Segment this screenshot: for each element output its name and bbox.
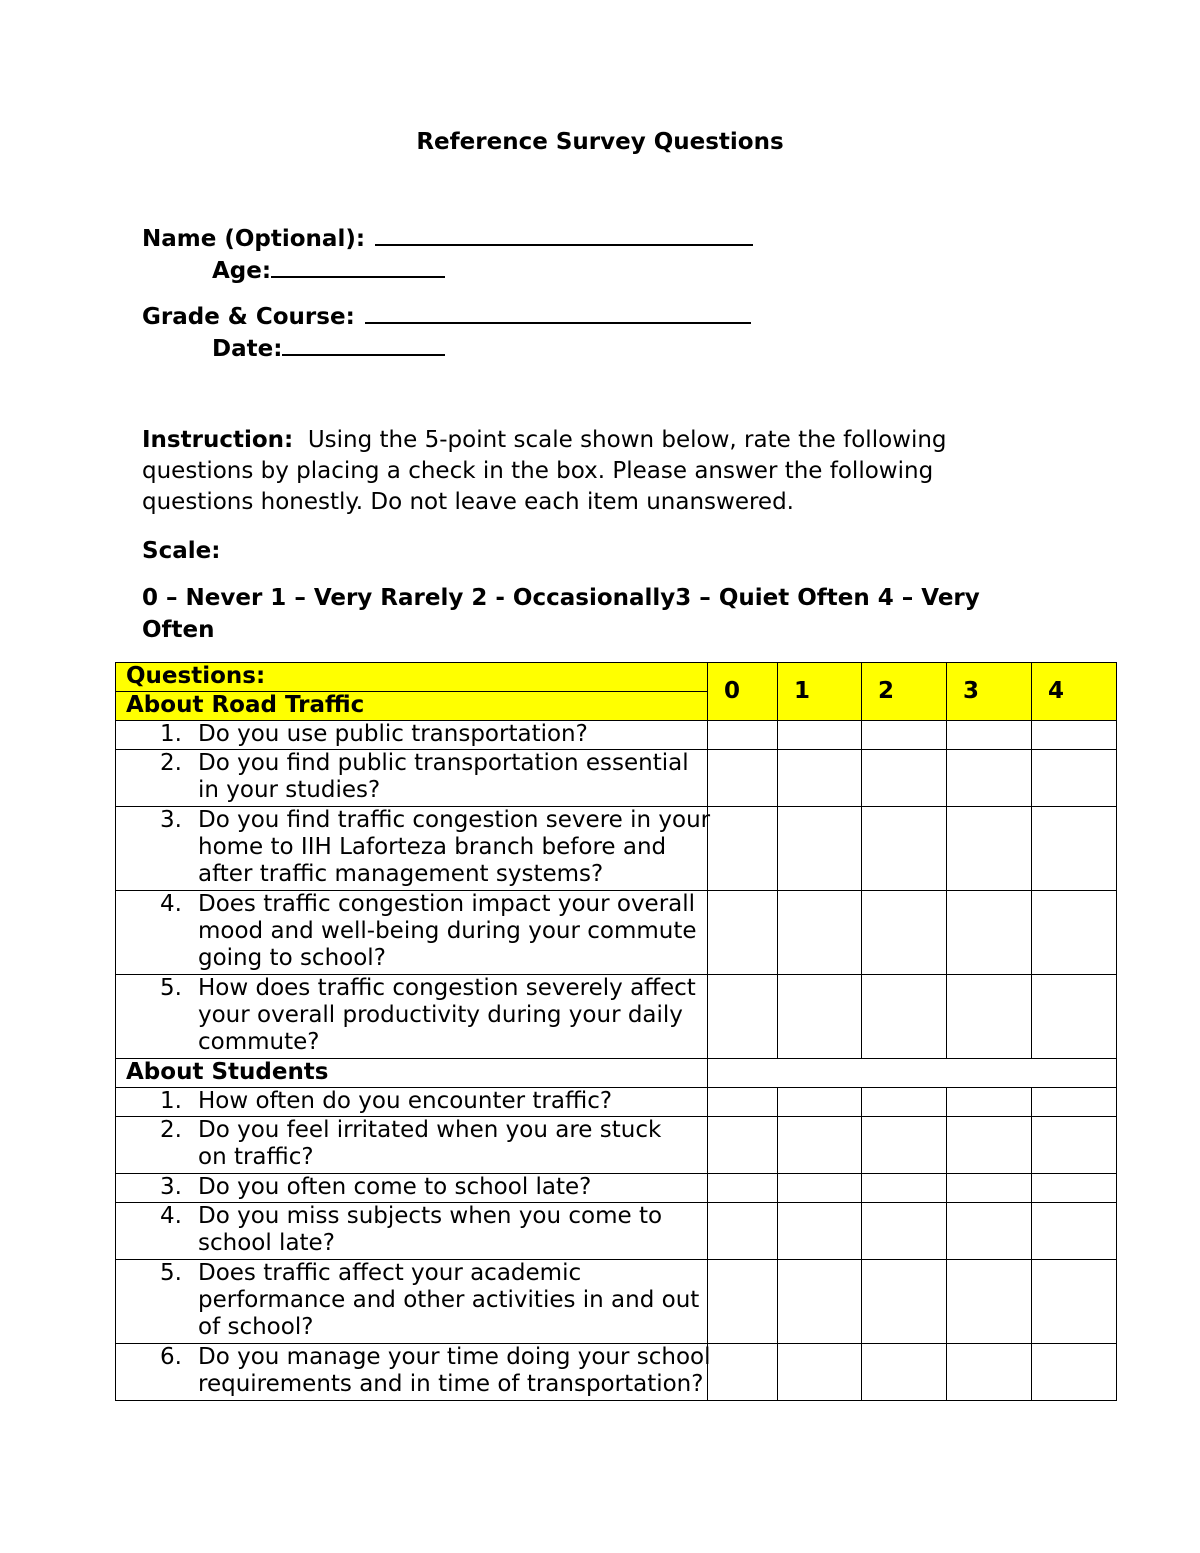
rating-checkbox-2[interactable]: [862, 891, 947, 975]
rating-checkbox-2[interactable]: [862, 1088, 947, 1117]
grade-course-field: [142, 298, 751, 333]
instruction-label: Instruction:: [142, 427, 294, 453]
rating-checkbox-0[interactable]: [708, 1260, 778, 1344]
question-text-line: Do you miss subjects when you come to: [198, 1203, 663, 1229]
question-text-line: Do you feel irritated when you are stuck: [198, 1117, 662, 1143]
question-number: 3.: [160, 807, 182, 833]
rating-checkbox-3[interactable]: [947, 975, 1032, 1059]
date-field: [212, 330, 445, 365]
scale-label: Scale:: [142, 538, 221, 564]
question-text-line: Do you use public transportation?: [198, 721, 588, 747]
question-cell: [116, 721, 708, 750]
question-number: 3.: [160, 1174, 182, 1200]
question-text-line: going to school?: [198, 945, 386, 971]
name-field: [142, 220, 753, 255]
question-cell: [116, 1260, 708, 1344]
rating-checkbox-4[interactable]: [1032, 807, 1117, 891]
rating-checkbox-1[interactable]: [778, 1203, 862, 1260]
survey-table: [115, 662, 1117, 1401]
rating-checkbox-3[interactable]: [947, 1174, 1032, 1203]
question-text-line: Does traffic congestion impact your overall: [198, 891, 696, 917]
section-title: About Road Traffic: [116, 692, 708, 721]
question-cell: [116, 1088, 708, 1117]
question-number: 1.: [160, 721, 182, 747]
question-row: [116, 891, 1117, 975]
rating-checkbox-2[interactable]: [862, 1203, 947, 1260]
instruction-paragraph: [142, 425, 1042, 518]
question-cell: [116, 975, 708, 1059]
document-title: Reference Survey Questions: [416, 129, 784, 155]
scale-text: 0 – Never 1 – Very Rarely 2 - Occasionally3 – Quiet Often 4 – Very Often: [142, 585, 980, 643]
rating-checkbox-4[interactable]: [1032, 1260, 1117, 1344]
question-text-line: after traffic management systems?: [198, 861, 604, 887]
age-field: [212, 252, 445, 287]
age-blank[interactable]: [271, 252, 445, 278]
question-row: [116, 721, 1117, 750]
rating-checkbox-3[interactable]: [947, 807, 1032, 891]
rating-checkbox-0[interactable]: [708, 750, 778, 807]
question-row: [116, 975, 1117, 1059]
rating-checkbox-1[interactable]: [778, 721, 862, 750]
rating-checkbox-1[interactable]: [778, 1088, 862, 1117]
rating-checkbox-0[interactable]: [708, 1088, 778, 1117]
question-number: 4.: [160, 891, 182, 917]
rating-checkbox-0[interactable]: [708, 1344, 778, 1401]
rating-checkbox-4[interactable]: [1032, 750, 1117, 807]
question-row: [116, 1203, 1117, 1260]
scale-column-header-1: 1: [778, 663, 862, 721]
grade-course-blank[interactable]: [365, 298, 751, 324]
question-text-line: in your studies?: [198, 777, 381, 803]
rating-checkbox-0[interactable]: [708, 807, 778, 891]
scale-column-header-0: 0: [708, 663, 778, 721]
question-number: 6.: [160, 1344, 182, 1370]
scale-column-header-2: 2: [862, 663, 947, 721]
question-text-line: home to IIH Laforteza branch before and: [198, 834, 667, 860]
rating-checkbox-2[interactable]: [862, 1344, 947, 1401]
question-text-line: on traffic?: [198, 1144, 314, 1170]
rating-checkbox-3[interactable]: [947, 721, 1032, 750]
rating-checkbox-3[interactable]: [947, 750, 1032, 807]
rating-checkbox-1[interactable]: [778, 1174, 862, 1203]
name-blank[interactable]: [375, 220, 753, 246]
rating-checkbox-1[interactable]: [778, 1260, 862, 1344]
question-text-line: mood and well-being during your commute: [198, 918, 697, 944]
question-row: [116, 1260, 1117, 1344]
rating-checkbox-4[interactable]: [1032, 975, 1117, 1059]
question-text-line: Do you find traffic congestion severe in your: [198, 807, 711, 833]
rating-checkbox-4[interactable]: [1032, 721, 1117, 750]
question-text-line: Do you find public transportation essential: [198, 750, 689, 776]
rating-checkbox-2[interactable]: [862, 975, 947, 1059]
rating-checkbox-1[interactable]: [778, 1117, 862, 1174]
rating-checkbox-1[interactable]: [778, 975, 862, 1059]
question-number: 2.: [160, 750, 182, 776]
rating-checkbox-2[interactable]: [862, 750, 947, 807]
section-row: [116, 1059, 1117, 1088]
questions-header: Questions:: [116, 663, 708, 692]
rating-checkbox-0[interactable]: [708, 1174, 778, 1203]
question-cell: [116, 891, 708, 975]
question-text-line: Does traffic affect your academic: [198, 1260, 582, 1286]
question-row: [116, 1174, 1117, 1203]
question-cell: [116, 1203, 708, 1260]
question-cell: [116, 807, 711, 891]
section-title: About Students: [116, 1059, 708, 1088]
question-row: [116, 1344, 1117, 1401]
date-blank[interactable]: [282, 330, 445, 356]
rating-checkbox-3[interactable]: [947, 1088, 1032, 1117]
question-number: 5.: [160, 1260, 182, 1286]
rating-checkbox-4[interactable]: [1032, 1088, 1117, 1117]
question-text-line: How does traffic congestion severely affect: [198, 975, 696, 1001]
rating-checkbox-0[interactable]: [708, 975, 778, 1059]
name-label: Name (Optional):: [142, 226, 366, 252]
question-number: 4.: [160, 1203, 182, 1229]
rating-checkbox-4[interactable]: [1032, 1203, 1117, 1260]
question-text-line: Do you often come to school late?: [198, 1174, 592, 1200]
rating-checkbox-0[interactable]: [708, 721, 778, 750]
scale-column-header-3: 3: [947, 663, 1032, 721]
rating-checkbox-2[interactable]: [862, 1174, 947, 1203]
rating-checkbox-3[interactable]: [947, 1344, 1032, 1401]
question-text-line: requirements and in time of transportation?: [198, 1371, 704, 1397]
question-text-line: of school?: [198, 1314, 314, 1340]
question-text-line: Do you manage your time doing your school: [198, 1344, 711, 1370]
age-label: Age:: [212, 258, 272, 284]
rating-checkbox-4[interactable]: [1032, 1174, 1117, 1203]
instruction-text: Using the 5-point scale shown below, rate the following questions by placing a check in the box. Please answer the following questions honestly. Do not leave each item unanswered.: [142, 427, 947, 515]
rating-checkbox-2[interactable]: [862, 1117, 947, 1174]
rating-checkbox-3[interactable]: [947, 1260, 1032, 1344]
rating-checkbox-1[interactable]: [778, 891, 862, 975]
rating-checkbox-4[interactable]: [1032, 1117, 1117, 1174]
date-label: Date:: [212, 336, 283, 362]
question-text-line: performance and other activities in and out: [198, 1287, 700, 1313]
question-row: [116, 1117, 1117, 1174]
rating-checkbox-1[interactable]: [778, 750, 862, 807]
question-text-line: commute?: [198, 1029, 320, 1055]
rating-checkbox-4[interactable]: [1032, 1344, 1117, 1401]
rating-checkbox-0[interactable]: [708, 891, 778, 975]
rating-checkbox-0[interactable]: [708, 1203, 778, 1260]
rating-checkbox-0[interactable]: [708, 1117, 778, 1174]
question-number: 1.: [160, 1088, 182, 1114]
question-row: [116, 1088, 1117, 1117]
grade-course-label: Grade & Course:: [142, 304, 355, 330]
question-number: 2.: [160, 1117, 182, 1143]
question-text-line: school late?: [198, 1230, 335, 1256]
rating-checkbox-3[interactable]: [947, 891, 1032, 975]
question-number: 5.: [160, 975, 182, 1001]
rating-checkbox-3[interactable]: [947, 1117, 1032, 1174]
question-cell: [116, 1117, 708, 1174]
question-text-line: How often do you encounter traffic?: [198, 1088, 613, 1114]
rating-checkbox-3[interactable]: [947, 1203, 1032, 1260]
section-spacer: [708, 1059, 1117, 1088]
rating-checkbox-2[interactable]: [862, 807, 947, 891]
question-row: [116, 750, 1117, 807]
question-cell: [116, 750, 708, 807]
question-text-line: your overall productivity during your daily: [198, 1002, 683, 1028]
question-row: [116, 807, 1117, 891]
question-cell: [116, 1174, 708, 1203]
rating-checkbox-2[interactable]: [862, 1260, 947, 1344]
rating-checkbox-4[interactable]: [1032, 891, 1117, 975]
scale-column-header-4: 4: [1032, 663, 1117, 721]
rating-checkbox-1[interactable]: [778, 1344, 862, 1401]
table-header-row: [116, 663, 1117, 692]
rating-checkbox-2[interactable]: [862, 721, 947, 750]
rating-checkbox-1[interactable]: [778, 807, 862, 891]
question-cell: [116, 1344, 711, 1401]
